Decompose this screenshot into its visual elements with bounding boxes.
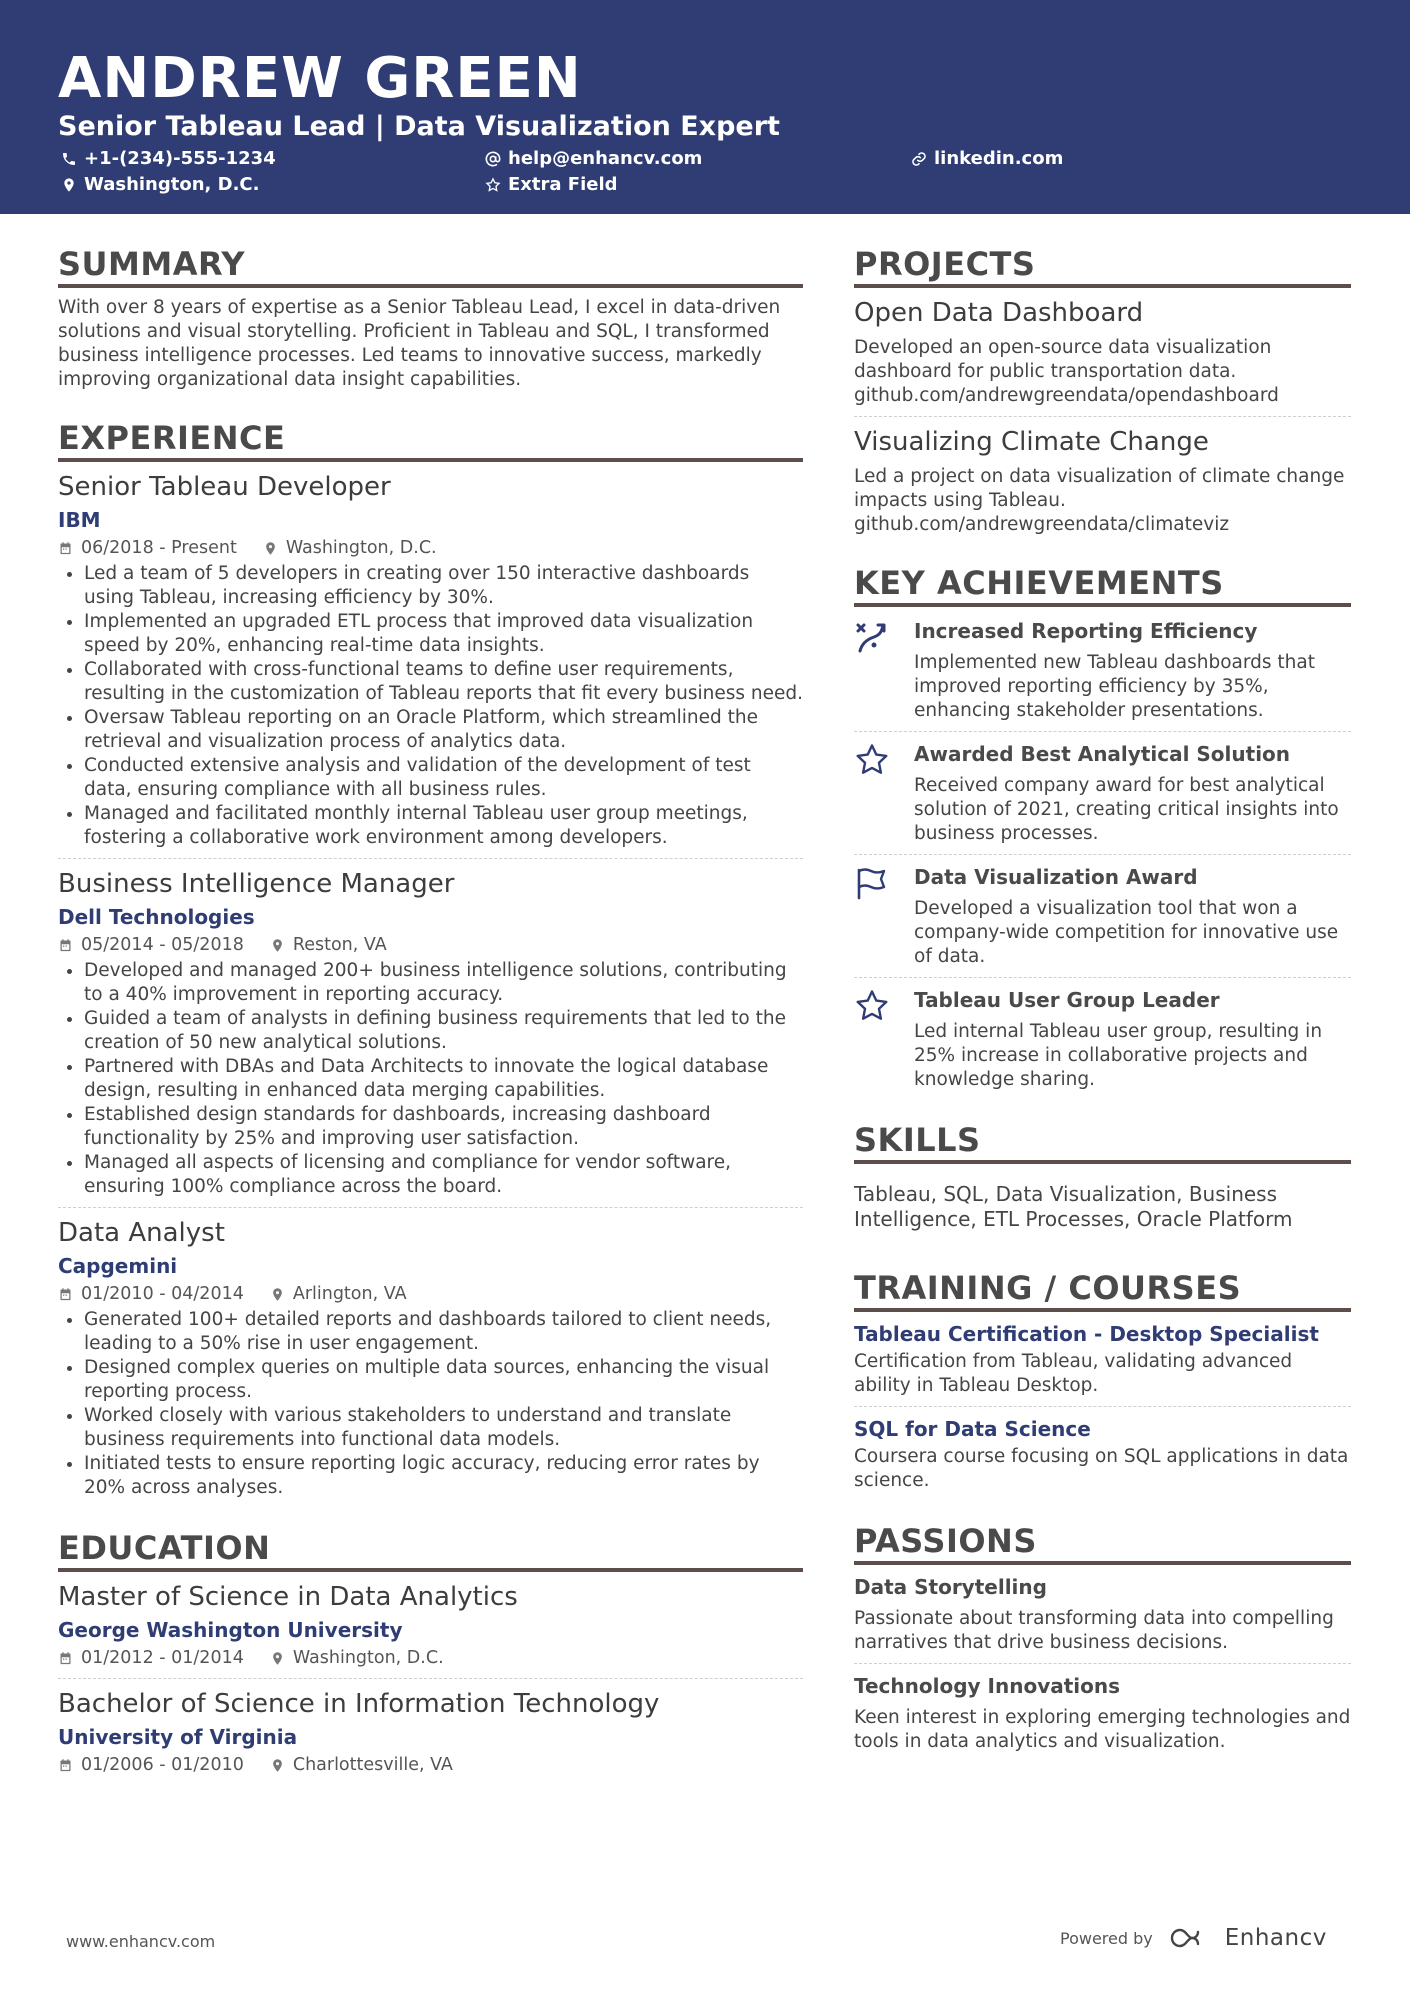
job-dates: 05/2014 - 05/2018 — [81, 935, 244, 955]
bullet: • Established design standards for dashboards, increasing dashboard functionality by 25% and improving user satisfaction. — [84, 1103, 803, 1151]
passion-entry — [854, 1672, 1351, 1754]
star-outline-icon — [484, 176, 502, 194]
company-name: IBM — [58, 508, 101, 532]
contact-email[interactable] — [484, 147, 702, 171]
job-entry — [58, 1216, 803, 1500]
bullet: • Implemented an upgraded ETL process that improved data visualization speed by 20%, enhancing real-time data insights. — [84, 610, 803, 658]
achievement-entry — [854, 986, 1351, 1092]
brand-name: Enhancv — [1224, 1925, 1327, 1951]
skills-text: Tableau, SQL, Data Visualization, Business Intelligence, ETL Processes, Oracle Platform — [854, 1182, 1293, 1231]
bullet: • Worked closely with various stakeholders to understand and translate business requirements into functional data models. — [84, 1404, 803, 1452]
star-icon — [854, 742, 890, 778]
calendar-icon — [58, 938, 73, 953]
bullet: • Led a team of 5 developers in creating over 150 interactive dashboards using Tableau, increasing efficiency by 30%. — [84, 562, 803, 610]
education-location: Charlottesville, VA — [292, 1755, 453, 1775]
education-section — [58, 1528, 803, 1777]
star-icon — [854, 988, 890, 1024]
map-pin-icon — [270, 938, 285, 953]
project-name: Visualizing Climate Change — [854, 427, 1209, 457]
training-heading: TRAINING / COURSES — [854, 1268, 1351, 1312]
bullet: • Initiated tests to ensure reporting logic accuracy, reducing error rates by 20% across analyses. — [84, 1452, 803, 1500]
contact-location — [60, 173, 259, 197]
link-text[interactable]: linkedin.com — [934, 148, 1064, 169]
enhancv-logo-icon — [1169, 1926, 1215, 1950]
course-title: Tableau Certification - Desktop Specialist — [854, 1322, 1319, 1346]
bullet: • Guided a team of analysts in defining business requirements that led to the creation of 50 new analytical solutions. — [84, 1007, 803, 1055]
achievements-heading: KEY ACHIEVEMENTS — [854, 563, 1351, 607]
job-bullets — [58, 562, 803, 850]
job-location: Washington, D.C. — [285, 538, 437, 558]
entry-divider — [58, 1678, 803, 1679]
course-description: Coursera course focusing on SQL applications in data science. — [854, 1446, 1349, 1491]
achievement-description: Developed a visualization tool that won a company-wide competition for innovative use of data. — [914, 898, 1339, 967]
left-column — [58, 244, 803, 1779]
passion-entry — [854, 1573, 1351, 1655]
entry-divider — [854, 977, 1351, 978]
job-meta — [58, 933, 803, 957]
achievement-title: Awarded Best Analytical Solution — [914, 742, 1291, 766]
projects-heading: PROJECTS — [854, 244, 1351, 288]
entry-divider — [58, 1207, 803, 1208]
entry-divider — [854, 1663, 1351, 1664]
location-text: Washington, D.C. — [84, 174, 260, 195]
summary-text: With over 8 years of expertise as a Senior Tableau Lead, I excel in data-driven solutions and visual storytelling. Proficient in Tableau and SQL, I transformed business intelligence processes. Led teams to innovative success, markedly improving organizational data insight capabilities. — [58, 297, 781, 390]
achievement-description: Led internal Tableau user group, resulting in 25% increase in collaborative projects and knowledge sharing. — [914, 1021, 1323, 1090]
at-icon — [484, 150, 502, 168]
calendar-icon — [58, 541, 73, 556]
passion-title: Technology Innovations — [854, 1674, 1121, 1698]
degree-title: Master of Science in Data Analytics — [58, 1582, 518, 1612]
passion-title: Data Storytelling — [854, 1575, 1047, 1599]
education-meta — [58, 1646, 803, 1670]
candidate-headline: Senior Tableau Lead | Data Visualization Expert — [58, 111, 780, 142]
training-section — [854, 1268, 1351, 1493]
phone-icon — [60, 150, 78, 168]
job-dates: 06/2018 - Present — [81, 538, 237, 558]
link-icon — [910, 150, 928, 168]
bullet: • Conducted extensive analysis and validation of the development of test data, ensuring compliance with all business rules. — [84, 754, 803, 802]
map-pin-icon — [270, 1758, 285, 1773]
experience-section — [58, 418, 803, 1500]
calendar-icon — [58, 1758, 73, 1773]
bullet: • Developed and managed 200+ business intelligence solutions, contributing to a 40% improvement in reporting accuracy. — [84, 959, 803, 1007]
entry-divider — [854, 731, 1351, 732]
education-dates: 01/2006 - 01/2010 — [81, 1755, 244, 1775]
contact-phone — [60, 147, 276, 171]
bullet: • Partnered with DBAs and Data Architects to innovate the logical database design, resulting in enhanced data merging capabilities. — [84, 1055, 803, 1103]
job-meta — [58, 536, 803, 560]
footer-branding[interactable] — [1060, 1925, 1327, 1951]
project-description: Led a project on data visualization of climate change impacts using Tableau. — [854, 466, 1345, 511]
education-dates: 01/2012 - 01/2014 — [81, 1648, 244, 1668]
education-heading: EDUCATION — [58, 1528, 803, 1572]
job-bullets — [58, 959, 803, 1199]
job-location: Reston, VA — [292, 935, 387, 955]
achievement-description: Implemented new Tableau dashboards that improved reporting efficiency by 35%, enhancing stakeholder presentations. — [914, 652, 1315, 721]
job-title: Data Analyst — [58, 1218, 225, 1248]
bullet: • Designed complex queries on multiple data sources, enhancing the visual reporting process. — [84, 1356, 803, 1404]
course-title: SQL for Data Science — [854, 1417, 1091, 1441]
bullet: • Managed all aspects of licensing and compliance for vendor software, ensuring 100% compliance across the board. — [84, 1151, 803, 1199]
candidate-name: ANDREW GREEN — [58, 46, 582, 111]
achievement-description: Received company award for best analytical solution of 2021, creating critical insights into business processes. — [914, 775, 1339, 844]
course-entry — [854, 1415, 1351, 1493]
achievement-entry — [854, 740, 1351, 846]
course-description: Certification from Tableau, validating advanced ability in Tableau Desktop. — [854, 1351, 1293, 1396]
contact-link[interactable] — [910, 147, 1063, 171]
extra-field-text: Extra Field — [508, 174, 618, 195]
powered-by-label: Powered by — [1060, 1928, 1153, 1948]
job-title: Senior Tableau Developer — [58, 472, 391, 502]
map-pin-icon — [60, 176, 78, 194]
experience-heading: EXPERIENCE — [58, 418, 803, 462]
skills-section — [854, 1120, 1351, 1232]
project-entry — [854, 425, 1351, 537]
passion-description: Passionate about transforming data into compelling narratives that drive business decisions. — [854, 1608, 1334, 1653]
calendar-icon — [58, 1651, 73, 1666]
email-text[interactable]: help@enhancv.com — [508, 148, 703, 169]
education-location: Washington, D.C. — [292, 1648, 444, 1668]
passion-description: Keen interest in exploring emerging technologies and tools in data analytics and visualization. — [854, 1707, 1351, 1752]
summary-section — [58, 244, 803, 392]
achievement-entry — [854, 617, 1351, 723]
phone-text: +1-(234)-555-1234 — [84, 148, 276, 169]
job-title: Business Intelligence Manager — [58, 869, 455, 899]
bullet: • Generated 100+ detailed reports and dashboards tailored to client needs, leading to a 50% rise in user engagement. — [84, 1308, 803, 1356]
map-pin-icon — [270, 1651, 285, 1666]
achievement-title: Increased Reporting Efficiency — [914, 619, 1258, 643]
bullet: • Oversaw Tableau reporting on an Oracle Platform, which streamlined the retrieval and visualization process of analytics data. — [84, 706, 803, 754]
project-link[interactable]: github.com/andrewgreendata/opendashboard — [854, 385, 1279, 406]
company-name: Dell Technologies — [58, 905, 255, 929]
school-name: University of Virginia — [58, 1725, 298, 1749]
entry-divider — [58, 858, 803, 859]
job-bullets — [58, 1308, 803, 1500]
job-meta — [58, 1282, 803, 1306]
projects-section — [854, 244, 1351, 537]
project-link[interactable]: github.com/andrewgreendata/climateviz — [854, 514, 1230, 535]
passions-section — [854, 1521, 1351, 1754]
flag-icon — [854, 865, 890, 901]
summary-heading: SUMMARY — [58, 244, 803, 288]
project-name: Open Data Dashboard — [854, 298, 1144, 328]
resume-header — [0, 0, 1410, 214]
entry-divider — [854, 854, 1351, 855]
skills-heading: SKILLS — [854, 1120, 1351, 1164]
bullet: • Managed and facilitated monthly internal Tableau user group meetings, fostering a collaborative work environment among developers. — [84, 802, 803, 850]
job-location: Arlington, VA — [292, 1284, 407, 1304]
strategy-arrow-icon — [854, 619, 890, 655]
course-entry — [854, 1320, 1351, 1398]
achievements-section — [854, 563, 1351, 1092]
company-name: Capgemini — [58, 1254, 178, 1278]
job-entry — [58, 867, 803, 1199]
project-entry — [854, 296, 1351, 408]
education-entry — [58, 1687, 803, 1777]
achievement-title: Data Visualization Award — [914, 865, 1198, 889]
education-entry — [58, 1580, 803, 1670]
achievement-title: Tableau User Group Leader — [914, 988, 1220, 1012]
map-pin-icon — [263, 541, 278, 556]
footer-website[interactable]: www.enhancv.com — [66, 1932, 216, 1951]
contact-extra — [484, 173, 618, 197]
education-meta — [58, 1753, 803, 1777]
passions-heading: PASSIONS — [854, 1521, 1351, 1565]
map-pin-icon — [270, 1287, 285, 1302]
calendar-icon — [58, 1287, 73, 1302]
right-column — [854, 244, 1351, 1754]
achievement-entry — [854, 863, 1351, 969]
job-entry — [58, 470, 803, 850]
entry-divider — [854, 1406, 1351, 1407]
job-dates: 01/2010 - 04/2014 — [81, 1284, 244, 1304]
project-description: Developed an open-source data visualization dashboard for public transportation data. — [854, 337, 1272, 382]
entry-divider — [854, 416, 1351, 417]
school-name: George Washington University — [58, 1618, 403, 1642]
degree-title: Bachelor of Science in Information Technology — [58, 1689, 660, 1719]
bullet: • Collaborated with cross-functional teams to define user requirements, resulting in the customization of Tableau reports that fit every business need. — [84, 658, 803, 706]
